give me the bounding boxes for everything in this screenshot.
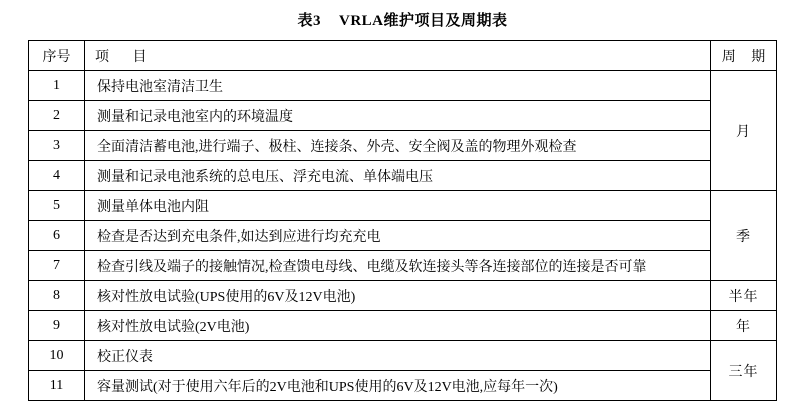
table-body bbox=[29, 71, 777, 401]
row-item bbox=[85, 221, 711, 251]
table-row bbox=[29, 251, 777, 281]
row-item bbox=[85, 101, 711, 131]
row-cycle: 季 bbox=[711, 191, 777, 281]
row-item bbox=[85, 71, 711, 101]
row-item-text: 核对性放电试验(UPS使用的6V及12V电池) bbox=[97, 289, 356, 305]
header-cell-item: 项 目 bbox=[85, 41, 711, 71]
caption-title: VRLA维护项目及周期表 bbox=[339, 13, 508, 29]
row-item bbox=[85, 161, 711, 191]
row-item-text: 容量测试(对于使用六年后的2V电池和UPS使用的6V及12V电池,应每年一次) bbox=[97, 379, 558, 395]
table-header-row bbox=[29, 41, 777, 71]
row-item-text: 检查引线及端子的接触情况,检查馈电母线、电缆及软连接头等各连接部位的连接是否可靠 bbox=[97, 259, 647, 275]
header-cell-no: 序号 bbox=[29, 41, 85, 71]
table-caption bbox=[0, 0, 805, 40]
row-item-text: 校正仪表 bbox=[97, 349, 153, 365]
table-row bbox=[29, 341, 777, 371]
row-item-text: 测量和记录电池室内的环境温度 bbox=[97, 109, 293, 125]
table-row bbox=[29, 131, 777, 161]
row-cycle: 年 bbox=[711, 311, 777, 341]
table-row bbox=[29, 281, 777, 311]
row-number: 10 bbox=[29, 341, 85, 371]
row-item bbox=[85, 341, 711, 371]
row-item bbox=[85, 371, 711, 401]
row-item-text: 测量和记录电池系统的总电压、浮充电流、单体端电压 bbox=[97, 169, 433, 185]
row-cycle: 三年 bbox=[711, 341, 777, 401]
row-number: 11 bbox=[29, 371, 85, 401]
row-item-text: 全面清洁蓄电池,进行端子、极柱、连接条、外壳、安全阀及盖的物理外观检查 bbox=[97, 139, 577, 155]
row-item bbox=[85, 191, 711, 221]
row-number: 1 bbox=[29, 71, 85, 101]
row-item bbox=[85, 311, 711, 341]
row-number: 2 bbox=[29, 101, 85, 131]
table-row bbox=[29, 311, 777, 341]
table-row bbox=[29, 191, 777, 221]
maintenance-table bbox=[28, 40, 777, 401]
table-row bbox=[29, 101, 777, 131]
table-row bbox=[29, 161, 777, 191]
header-cell-cycle: 周 期 bbox=[711, 41, 777, 71]
row-cycle: 半年 bbox=[711, 281, 777, 311]
row-item-text: 测量单体电池内阻 bbox=[97, 199, 209, 215]
row-number: 8 bbox=[29, 281, 85, 311]
row-item bbox=[85, 281, 711, 311]
row-item-text: 检查是否达到充电条件,如达到应进行均充充电 bbox=[97, 229, 381, 245]
row-item bbox=[85, 131, 711, 161]
row-number: 9 bbox=[29, 311, 85, 341]
table-row bbox=[29, 71, 777, 101]
row-number: 7 bbox=[29, 251, 85, 281]
caption-number: 表3 bbox=[297, 13, 321, 29]
row-item-text: 核对性放电试验(2V电池) bbox=[97, 319, 250, 335]
row-item-text: 保持电池室清洁卫生 bbox=[97, 79, 223, 95]
row-number: 4 bbox=[29, 161, 85, 191]
row-number: 5 bbox=[29, 191, 85, 221]
row-number: 6 bbox=[29, 221, 85, 251]
table-row bbox=[29, 221, 777, 251]
row-cycle: 月 bbox=[711, 71, 777, 191]
row-item bbox=[85, 251, 711, 281]
table-header bbox=[29, 41, 777, 71]
row-number: 3 bbox=[29, 131, 85, 161]
table-row bbox=[29, 371, 777, 401]
